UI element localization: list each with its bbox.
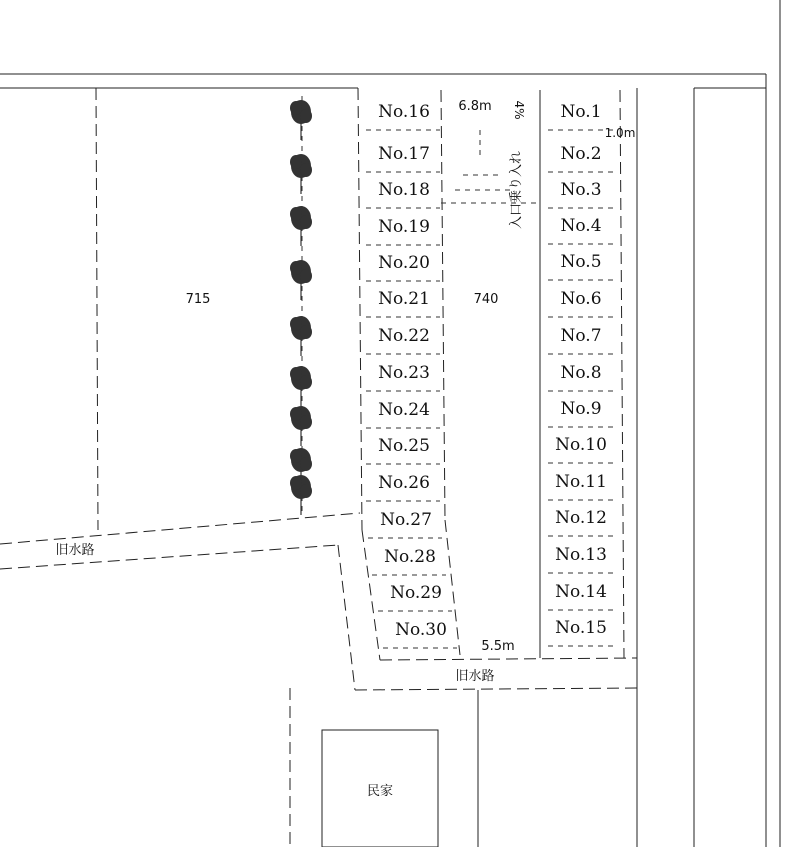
lot-label-right: No.12 — [555, 508, 607, 528]
road-left-edge-lower — [445, 520, 460, 655]
lot-label-right: No.7 — [560, 326, 602, 346]
house-label: 民家 — [366, 784, 394, 799]
tree-icon — [290, 316, 312, 356]
lot-label-right: No.5 — [560, 252, 602, 272]
lot-label-left: No.25 — [378, 436, 430, 456]
site-left-boundary-lower — [362, 530, 380, 660]
lot-label-right: No.3 — [560, 180, 602, 200]
canal-upper-line-3 — [338, 545, 355, 690]
lot-label-left: No.22 — [378, 326, 430, 346]
site-left-boundary — [358, 88, 362, 530]
top-road-width: 6.8m — [458, 99, 492, 114]
tree-icon — [290, 260, 312, 300]
lot-label-right: No.10 — [555, 435, 607, 455]
slope-label: 4% — [512, 100, 526, 120]
canal-upper-label: 旧水路 — [55, 543, 95, 558]
lot-label-left: No.19 — [378, 217, 430, 237]
right-lot-labels — [555, 102, 607, 638]
right-lot-separators — [548, 130, 618, 646]
lot-label-right: No.6 — [560, 289, 602, 309]
lot-label-left: No.24 — [378, 400, 430, 420]
canal-upper-line-1 — [0, 513, 360, 544]
lot-label-left: No.23 — [378, 363, 430, 383]
road-left-edge — [441, 90, 445, 520]
lot-label-left: No.16 — [378, 102, 430, 122]
lot-label-left: No.17 — [378, 144, 430, 164]
lot-label-left: No.28 — [384, 547, 436, 567]
left-lot-labels — [378, 102, 447, 640]
parcel-715-label: 715 — [185, 292, 211, 307]
lot-label-right: No.13 — [555, 545, 607, 565]
lot-label-right: No.11 — [555, 472, 607, 492]
lot-label-left: No.30 — [395, 620, 447, 640]
tree-icon — [290, 100, 312, 140]
lot-label-left: No.20 — [378, 253, 430, 273]
right-lots-outer-edge — [620, 90, 624, 658]
lot-label-right: No.14 — [555, 582, 607, 602]
lot-label-right: No.9 — [560, 399, 602, 419]
lot-label-right: No.15 — [555, 618, 607, 638]
canal-upper-line-2 — [0, 545, 338, 569]
lot-label-left: No.21 — [378, 289, 430, 309]
tree-icon — [290, 366, 312, 406]
lot-label-left: No.27 — [380, 510, 432, 530]
tree-icon — [290, 475, 312, 515]
bottom-road-width: 5.5m — [481, 639, 515, 654]
entry-note: 入口乗り入れ — [509, 150, 524, 230]
lot-label-right: No.8 — [560, 363, 602, 383]
lot-label-right: No.2 — [560, 144, 602, 164]
tree-row — [290, 100, 312, 515]
canal-lower-line-1 — [355, 688, 637, 690]
lot-label-left: No.29 — [390, 583, 442, 603]
canal-lower-line-2 — [380, 658, 637, 660]
canal-lower-label: 旧水路 — [455, 669, 495, 684]
lot-label-left: No.26 — [378, 473, 430, 493]
left-parcel-divider — [96, 88, 98, 530]
lot-label-left: No.18 — [378, 180, 430, 200]
lot-label-right: No.1 — [560, 102, 602, 122]
side-setback: 1.0m — [604, 126, 636, 140]
tree-icon — [290, 406, 312, 446]
tree-icon — [290, 206, 312, 246]
lot-label-right: No.4 — [560, 216, 602, 236]
tree-icon — [290, 154, 312, 194]
parcel-740-label: 740 — [473, 292, 499, 307]
